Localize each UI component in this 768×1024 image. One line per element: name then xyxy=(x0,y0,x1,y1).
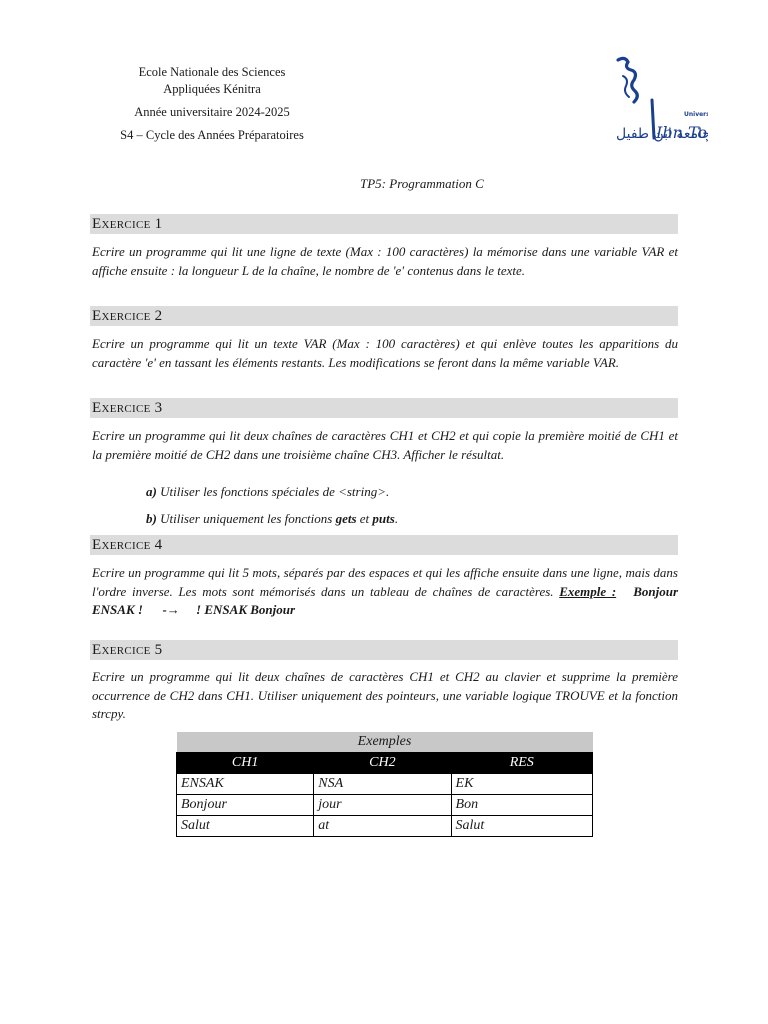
exercise-2-heading: Exercice 2 xyxy=(90,306,678,326)
table-row xyxy=(177,795,593,816)
table-row xyxy=(177,816,593,837)
exercise-4-heading: Exercice 4 xyxy=(90,535,678,555)
exercise-3-item-b: b) Utiliser uniquement les fonctions gets et puts. xyxy=(146,511,399,526)
document-header xyxy=(92,64,332,150)
examples-table xyxy=(176,732,593,837)
table-cell: NSA xyxy=(314,774,451,795)
column-header-res: RES xyxy=(451,753,592,774)
exercise-4-text: Ecrire un programme qui lit 5 mots, séparés par des espaces et qui les affiche ensuite dans une ligne, mais dans l'ordre inverse. Les mots sont mémorisés dans un tableau de chaînes de caractères. Exemple : Bonjour ENSAK ! -→ ! ENSAK Bonjour xyxy=(92,565,679,617)
logo-emblem xyxy=(608,56,708,156)
table-row xyxy=(177,774,593,795)
exercise-3-item-a: a) Utiliser les fonctions spéciales de <string>. xyxy=(146,484,390,499)
svg-text:جامعة ابن طفيل: جامعة ابن طفيل xyxy=(616,126,708,142)
table-cell: Salut xyxy=(451,816,592,837)
exercise-1-heading: Exercice 1 xyxy=(90,214,678,234)
table-cell: Bon xyxy=(451,795,592,816)
example-label: Exemple : xyxy=(559,583,617,599)
page-title: TP5: Programmation C xyxy=(360,176,484,191)
column-header-ch1: CH1 xyxy=(177,753,314,774)
table-caption: Exemples xyxy=(177,732,593,753)
svg-text:Ibn Tofaïl: Ibn To xyxy=(656,123,708,142)
example-input: Bonjour ENSAK ! xyxy=(92,583,679,617)
school-name: Ecole Nationale des Sciences Appliquées Kénitra xyxy=(138,65,286,96)
svg-text:Université: Univers xyxy=(684,111,708,118)
exercise-1-text: Ecrire un programme qui lit une ligne de texte (Max : 100 caractères) la mémorise dans une variable VAR et affiche ensuite : la longueur L de la chaîne, le nombre de 'e' contenus dans le texte. xyxy=(92,244,678,278)
cycle-label: S4 – Cycle des Années Préparatoires xyxy=(120,128,304,142)
arrow-icon: -→ xyxy=(162,602,180,617)
university-logo xyxy=(608,56,708,156)
table-cell: ENSAK xyxy=(177,774,314,795)
example-output: ! ENSAK Bonjour xyxy=(196,602,296,617)
table-cell: jour xyxy=(314,795,451,816)
exercise-3-heading: Exercice 3 xyxy=(90,398,678,418)
exercise-5-text: Ecrire un programme qui lit deux chaînes de caractères CH1 et CH2 au clavier et supprime la première occurrence de CH2 dans CH1. Utiliser uniquement des pointeurs, une variable logique TROUVE et la fonction strcpy. xyxy=(92,669,678,721)
table-cell: EK xyxy=(451,774,592,795)
exercise-3-text: Ecrire un programme qui lit deux chaînes de caractères CH1 et CH2 et qui copie la première moitié de CH1 et la première moitié de CH2 dans une troisième chaîne CH3. Afficher le résultat. xyxy=(92,428,678,462)
table-cell: Bonjour xyxy=(177,795,314,816)
table-cell: at xyxy=(314,816,451,837)
table-cell: Salut xyxy=(177,816,314,837)
column-header-ch2: CH2 xyxy=(314,753,451,774)
academic-year: Année universitaire 2024-2025 xyxy=(134,105,290,119)
table-header-row xyxy=(177,753,593,774)
exercise-5-heading: Exercice 5 xyxy=(90,640,678,660)
exercise-2-text: Ecrire un programme qui lit un texte VAR (Max : 100 caractères) et qui enlève toutes les apparitions du caractère 'e' en tassant les éléments restants. Les modifications se feront dans la même variable VAR. xyxy=(92,336,678,370)
